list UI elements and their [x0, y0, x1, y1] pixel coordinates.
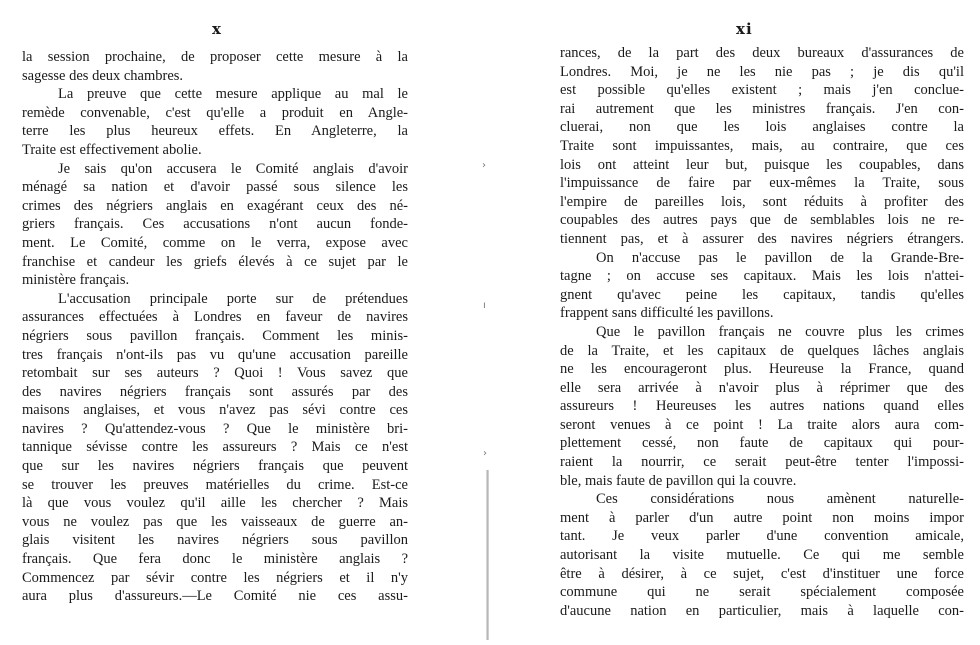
- text-line: rances, de la part des deux bureaux d'assurances de: [560, 45, 964, 61]
- text-line: tiennent pas, et à assurer des navires négriers étrangers.: [560, 230, 964, 247]
- text-line: Traite sont impuissantes, mais, au contraire, que ces: [560, 137, 964, 154]
- text-line: français. Que fera donc le ministère anglais ?: [22, 551, 408, 568]
- text-line: se trouver les preuves matérielles du crime. Est-ce: [22, 476, 408, 493]
- text-line: tres français n'ont-ils pas vu qu'une accusation pareille: [22, 346, 408, 363]
- text-line: elle sera arrivée à n'avoir plus à réprimer que des: [560, 379, 964, 396]
- text-line: assureurs ! Heureuses les autres nations quand elles: [560, 398, 964, 415]
- text-line: ne les encourageront plus. Heureuse la France, quand: [560, 361, 964, 378]
- text-line: franchise et candeur les griefs élevés à ce sujet par le: [22, 253, 408, 270]
- text-line: sagesse des deux chambres.: [22, 67, 184, 84]
- text-line: est possible qu'elles existent ; mais j'en conclue-: [560, 82, 964, 99]
- text-line: tagne ; on accuse ses capitaux. Mais les lois n'attei-: [560, 268, 964, 285]
- text-line: d'aucune nation en particulier, mais à laquelle con-: [560, 602, 964, 619]
- gutter-mark: ı: [483, 300, 486, 311]
- text-line: assurances effectuées à Londres en faveur de navires: [22, 309, 408, 326]
- text-line: Commencez par sévir contre les négriers et il n'y: [22, 569, 408, 586]
- text-line: frappent sans difficulté les pavillons.: [560, 305, 774, 322]
- text-line: L'accusation principale porte sur de prétendues: [58, 290, 408, 307]
- text-line: cluerai, non que les lois anglaises contre la: [560, 119, 964, 136]
- text-line: Londres. Moi, je ne les nie pas ; je dis qu'il: [560, 63, 964, 80]
- text-line: des navires négriers français sont assurés par des: [22, 383, 408, 400]
- text-line: ment à parler d'un autre point non moins impor: [560, 509, 964, 526]
- text-line: Que le pavillon français ne couvre plus les crimes: [596, 323, 964, 340]
- text-line: autorisant la visite mutuelle. Ce qui me semble: [560, 547, 964, 564]
- text-line: rai autrement que les ministres français. J'en con-: [560, 100, 964, 117]
- text-line: commune qui ne serait spécialement composée: [560, 584, 964, 601]
- text-line: raient la nourrir, ce serait peut-être tenter l'impossi-: [560, 454, 964, 471]
- text-line: plettement cessé, non faute de capitaux qui pour-: [560, 435, 964, 452]
- text-line: Traite est effectivement abolie.: [22, 141, 202, 158]
- text-line: ministère français.: [22, 272, 130, 289]
- page-number: x: [212, 20, 222, 38]
- page-number: xi: [736, 20, 753, 38]
- text-line: griers français. Ces accusations n'ont aucun fonde-: [22, 216, 408, 233]
- text-line: aura plus d'assureurs.—Le Comité nie ces assu-: [22, 588, 408, 605]
- text-line: ménagé sa nation et d'avoir passé sous silence les: [22, 179, 408, 196]
- text-line: vous ne voulez pas que les vaisseaux de guerre an-: [22, 513, 408, 530]
- text-line: négriers sous pavillon français. Comment les minis-: [22, 327, 408, 344]
- text-line: être à désirer, à ce sujet, c'est d'instituer une force: [560, 565, 964, 582]
- text-line: La preuve que cette mesure applique au mal le: [58, 86, 408, 103]
- text-line: tannique sévisse contre les assureurs ? Mais ce n'est: [22, 439, 408, 456]
- text-line: navires ? Qu'attendez-vous ? Que le ministère bri-: [22, 420, 408, 437]
- text-line: lois ont atteint leur but, puisque les coupables, dans: [560, 156, 964, 173]
- gutter-mark: ›: [482, 160, 486, 171]
- text-line: ment. Le Comité, comme on le verra, expose avec: [22, 234, 408, 251]
- right-page: [490, 0, 980, 645]
- text-line: la session prochaine, de proposer cette mesure à la: [22, 49, 408, 65]
- text-line: retombait sur ses auteurs ? Quoi ! Vous savez que: [22, 365, 408, 382]
- text-line: Ces considérations nous amènent naturelle-: [596, 491, 964, 508]
- gutter-mark: ›: [483, 448, 487, 459]
- text-line: Je sais qu'on accusera le Comité anglais d'avoir: [58, 160, 408, 177]
- text-line: de la Traite, et les capitaux de quelques lâches anglais: [560, 342, 964, 359]
- text-line: remède convenable, c'est qu'elle a produit en Angle-: [22, 104, 408, 121]
- text-line: l'impuissance de faire par eux-mêmes la Traite, sous: [560, 175, 964, 192]
- text-line: glais visitent les navires négriers sous pavillon: [22, 532, 408, 549]
- text-line: maisons anglaises, et vous n'avez pas sévi contre ces: [22, 402, 408, 419]
- text-line: seront venues à ce point ! La traite alors aura com-: [560, 416, 964, 433]
- text-line: gnent qu'avec peine les capitaux, tandis qu'elles: [560, 286, 964, 303]
- text-line: terre les plus heureux effets. En Angleterre, la: [22, 123, 408, 140]
- text-line: crimes des négriers anglais en exagérant ceux des né-: [22, 197, 408, 214]
- binding-gutter: [486, 470, 489, 640]
- text-line: l'empire de pareilles lois, sont réduits à profiter des: [560, 193, 964, 210]
- page-body-text: [560, 44, 964, 620]
- text-line: que sur les navires négriers français que peuvent: [22, 458, 408, 475]
- text-line: coupables des autres pays que de semblables lois ne re-: [560, 212, 964, 229]
- text-line: On n'accuse pas le pavillon de la Grande-Bre-: [596, 249, 964, 266]
- page-body-text: [22, 48, 408, 606]
- text-line: ble, mais faute de pavillon qui la couvre.: [560, 472, 797, 489]
- text-line: là que vous voulez qu'il aille les chercher ? Mais: [22, 495, 408, 512]
- text-line: tant. Je veux parler d'une convention amicale,: [560, 528, 964, 545]
